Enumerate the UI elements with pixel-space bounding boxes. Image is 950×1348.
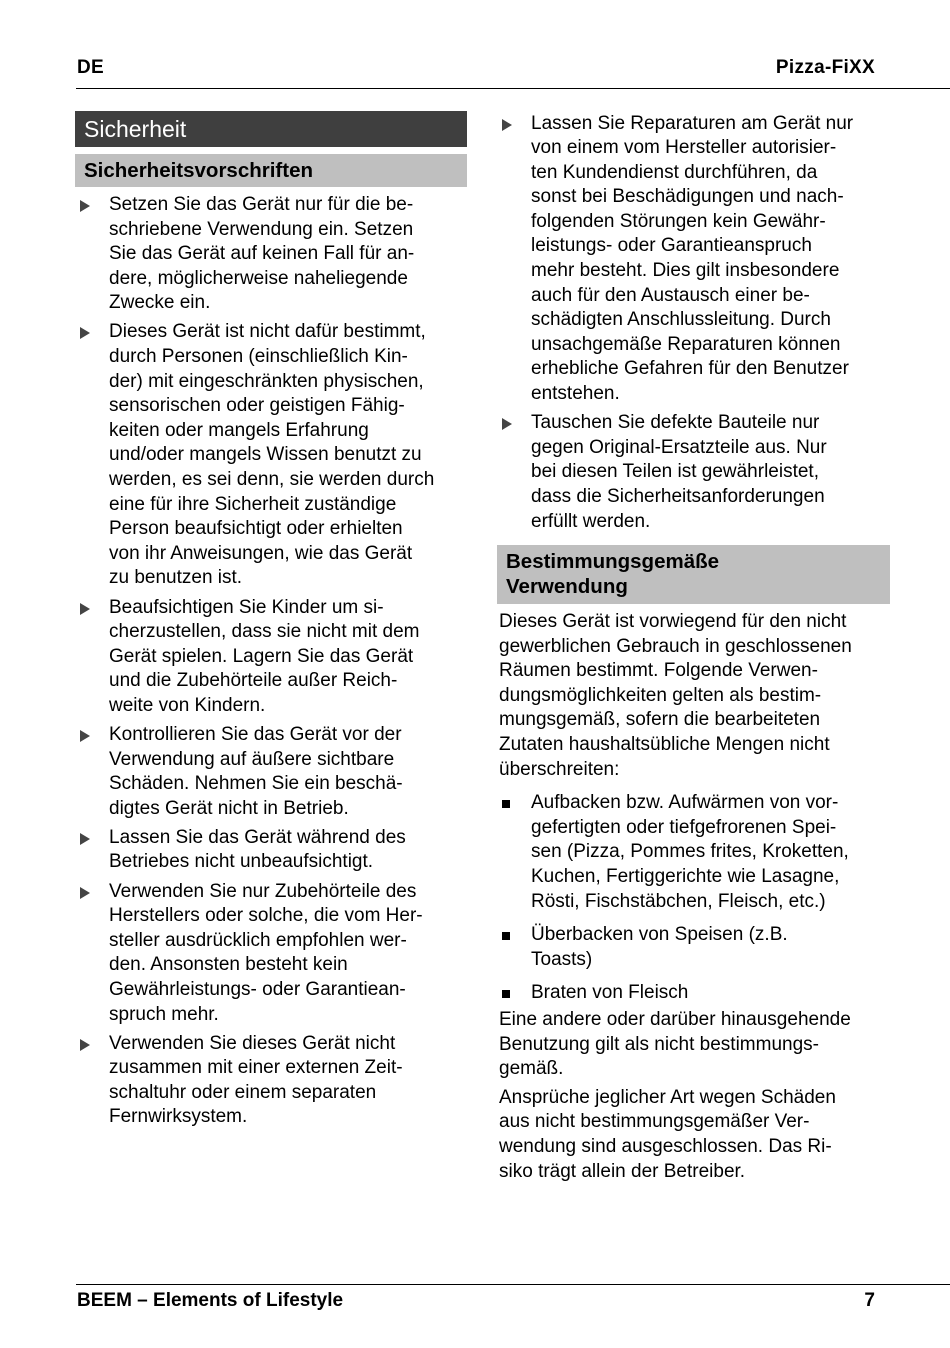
text-line: dass die Sicherheitsanforderungen [531,485,825,507]
footer-brand: BEEM – Elements of Lifestyle [77,1290,344,1311]
triangle-bullet-icon [80,200,90,212]
text-line: Schäden. Nehmen Sie ein beschä- [109,773,403,795]
text-line: weite von Kindern. [109,694,266,716]
text-line: Herstellers oder solche, die vom Her- [109,905,423,927]
list-item [497,791,890,914]
text-line: leistungs- oder Garantieanspruch [531,235,812,257]
text-line: eine für ihre Sicherheit zuständige [109,493,397,515]
safety-rules-list [75,193,467,1130]
list-item [497,411,890,534]
text-line: zusammen mit einer externen Zeit- [109,1057,403,1079]
text-line: Gewährleistungs- oder Garantiean- [109,978,406,1000]
intended-use-list [497,791,890,1006]
text-line: werden, es sei denn, sie werden durch [109,469,435,491]
list-item [497,112,890,407]
text-line: mungsgemäß, sofern die bearbeiteten [499,709,821,731]
text-line: Sie das Gerät auf keinen Fall für an- [109,243,415,265]
text-line: Verwendung [506,575,628,599]
text-line: sensorischen oder geistigen Fähig- [109,395,405,417]
text-line: steller ausdrücklich empfohlen wer- [109,929,407,951]
text-line: Überbacken von Speisen (z.B. [531,924,788,946]
text-line: Ansprüche jeglicher Art wegen Schäden [499,1086,836,1108]
repair-rules-list [497,112,890,535]
text-line: unsachgemäße Reparaturen können [531,333,841,355]
text-line: überschreiten: [499,758,620,780]
triangle-bullet-icon [80,730,90,742]
text-line: Lassen Sie Reparaturen am Gerät nur [531,112,854,134]
text-line: Verwenden Sie nur Zubehörteile des [109,880,417,902]
text-line: Benutzung gilt als nicht bestimmungs- [499,1033,819,1055]
list-item [75,723,467,821]
subsection-title-intended-use [497,545,890,604]
text-line: Braten von Fleisch [531,982,689,1004]
text-line: folgenden Störungen kein Gewähr- [531,210,826,232]
text-line: Bestimmungsgemäße [506,550,720,574]
text-line: gegen Original-Ersatzteile aus. Nur [531,436,827,458]
text-line: dere, möglicherweise naheliegende [109,267,408,289]
text-line: Räumen bestimmt. Folgende Verwen- [499,660,818,682]
text-line: Dieses Gerät ist nicht dafür bestimmt, [109,321,426,343]
triangle-bullet-icon [80,603,90,615]
text-line: schaltuhr oder einem separaten [109,1081,377,1103]
triangle-bullet-icon [80,887,90,899]
text-line: und/oder mangels Wissen benutzt zu [109,444,422,466]
liability-paragraph [497,1086,890,1184]
text-line: Verwendung auf äußere sichtbare [109,748,395,770]
text-line: dungsmöglichkeiten gelten als bestim- [499,684,822,706]
text-line: Tauschen Sie defekte Bauteile nur [531,412,820,434]
list-item [75,880,467,1028]
text-line: cherzustellen, dass sie nicht mit dem [109,621,420,643]
text-line: Betriebes nicht unbeaufsichtigt. [109,851,374,873]
text-line: Aufbacken bzw. Aufwärmen von vor- [531,792,839,814]
text-line: Toasts) [531,948,593,970]
text-line: Kontrollieren Sie das Gerät vor der [109,723,402,745]
misuse-paragraph [497,1008,890,1082]
header-product-name: Pizza-FiXX [775,57,875,78]
text-line: gefertigten oder tiefgefrorenen Spei- [531,816,837,838]
subsection-title-safety-rules: Sicherheitsvorschriften [75,154,467,187]
text-line: sen (Pizza, Pommes frites, Kroketten, [531,841,849,863]
text-line: mehr besteht. Dies gilt insbesondere [531,260,840,282]
text-line: bei diesen Teilen ist gewährleistet, [531,461,819,483]
text-line: von einem vom Hersteller autorisier- [531,137,837,159]
text-line: Setzen Sie das Gerät nur für die be- [109,194,414,215]
text-line: durch Personen (einschließlich Kin- [109,346,408,368]
square-bullet-icon [502,800,510,808]
footer-divider [76,1284,950,1285]
text-line: Rösti, Fischstäbchen, Fleisch, etc.) [531,890,826,912]
text-line: wendung sind ausgeschlossen. Das Ri- [499,1135,832,1157]
page-number: 7 [864,1290,875,1311]
text-line: Zwecke ein. [109,292,211,314]
text-line: Dieses Gerät ist vorwiegend für den nicht [499,611,847,633]
text-line: Lassen Sie das Gerät während des [109,826,406,848]
square-bullet-icon [502,990,510,998]
text-line: spruch mehr. [109,1003,219,1025]
triangle-bullet-icon [80,327,90,339]
text-line: auch für den Austausch einer be- [531,284,810,306]
text-line: Fernwirksystem. [109,1106,248,1128]
text-line: keiten oder mangels Erfahrung [109,419,369,441]
triangle-bullet-icon [80,833,90,845]
text-line: ten Kundendienst durchführen, da [531,161,818,183]
text-line: der) mit eingeschränkten physischen, [109,370,424,392]
text-line: und die Zubehörteile außer Reich- [109,670,398,692]
square-bullet-icon [502,932,510,940]
text-line: den. Ansonsten besteht kein [109,954,348,976]
intended-use-intro [497,610,890,782]
list-item [497,923,890,972]
text-line: Verwenden Sie dieses Gerät nicht [109,1032,396,1054]
text-line: schädigten Anschlussleitung. Durch [531,309,831,331]
list-item [75,826,467,875]
list-item [75,596,467,719]
text-line: Zutaten haushaltsübliche Mengen nicht [499,734,830,756]
right-column [497,111,890,1184]
list-item [497,981,890,1006]
left-column [75,111,467,1130]
header-language: DE [77,57,104,78]
text-line: erfüllt werden. [531,510,651,532]
text-line: erhebliche Gefahren für den Benutzer [531,358,849,380]
section-title: Sicherheit [75,111,467,147]
list-item [75,320,467,591]
text-line: Eine andere oder darüber hinausgehende [499,1009,851,1030]
text-line: Person beaufsichtigt oder erhielten [109,518,403,540]
list-item [75,193,467,316]
text-line: von ihr Anweisungen, wie das Gerät [109,542,413,564]
text-line: entstehen. [531,383,620,405]
text-line: Gerät spielen. Lagern Sie das Gerät [109,645,414,667]
text-line: zu benutzen ist. [109,567,243,589]
triangle-bullet-icon [502,119,512,131]
text-line: siko trägt allein der Betreiber. [499,1160,746,1182]
triangle-bullet-icon [80,1039,90,1051]
text-line: Kuchen, Fertiggerichte wie Lasagne, [531,866,840,888]
text-line: digtes Gerät nicht in Betrieb. [109,797,349,819]
text-line: gemäß. [499,1058,564,1080]
list-item [75,1032,467,1130]
text-line: sonst bei Beschädigungen und nach- [531,186,844,208]
triangle-bullet-icon [502,418,512,430]
text-line: gewerblichen Gebrauch in geschlossenen [499,635,852,657]
text-line: schriebene Verwendung ein. Setzen [109,218,414,240]
text-line: aus nicht bestimmungsgemäßer Ver- [499,1111,810,1133]
text-line: Beaufsichtigen Sie Kinder um si- [109,596,384,618]
header-divider [76,88,950,89]
